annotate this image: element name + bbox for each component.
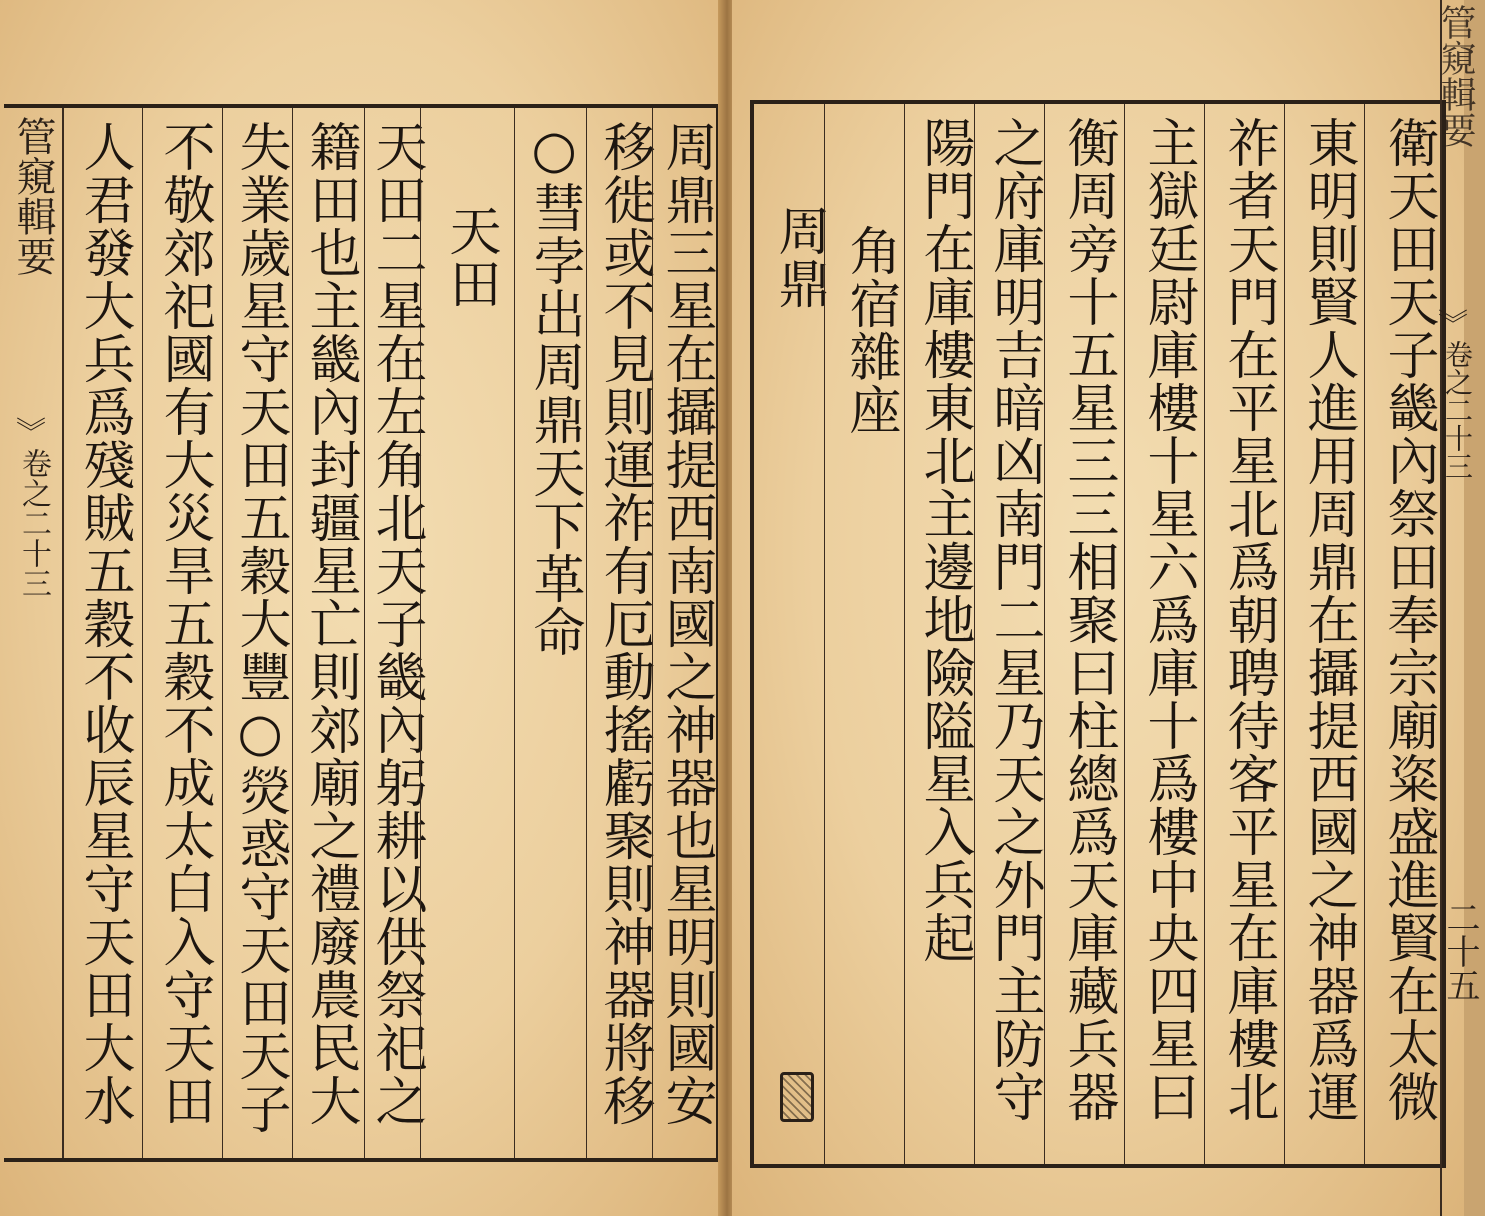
right-column-2 xyxy=(1284,104,1365,1164)
left-text-col-1: 周鼎三星在攝提西南國之神器也星明則國安 xyxy=(656,120,716,1127)
fish-tail-mark-right: ︾ xyxy=(1438,308,1468,343)
right-column-5 xyxy=(1044,104,1125,1164)
right-column-6 xyxy=(974,104,1045,1164)
right-margin-volume: 卷之二十三 xyxy=(1441,340,1474,480)
right-folio: 二十五 xyxy=(1440,900,1480,1002)
right-text-col-8: 角宿雜座 xyxy=(840,224,900,436)
right-text-col-6: 之府庫明吉暗凶南門二星乃天之外門主防守 xyxy=(984,116,1044,1123)
left-column-6 xyxy=(292,108,365,1158)
right-column-7 xyxy=(904,104,975,1164)
right-text-col-1: 衛天田天子畿內祭田奉宗廟粢盛進賢在太微 xyxy=(1378,116,1438,1123)
right-text-col-7: 陽門在庫樓東北主邊地險隘星入兵起 xyxy=(914,116,974,964)
right-column-3 xyxy=(1204,104,1285,1164)
right-column-9 xyxy=(754,104,829,1164)
right-column-4 xyxy=(1124,104,1205,1164)
right-text-col-2: 東明則賢人進用周鼎在攝提西國之神器爲運 xyxy=(1298,116,1358,1123)
right-column-1 xyxy=(1364,104,1443,1164)
left-text-col-8: 不敬郊祀國有大災旱五穀不成太白入守天田 xyxy=(154,120,214,1127)
left-text-col-5: 天田二星在左角北天子畿內躬耕以供祭祀之 xyxy=(366,120,426,1127)
right-margin-band xyxy=(1435,0,1480,1216)
left-column-8 xyxy=(142,108,223,1158)
right-margin-title: 管窺輯要 xyxy=(1435,4,1476,148)
fish-tail-mark: ︾ xyxy=(16,416,46,451)
right-page-frame xyxy=(750,100,1446,1168)
right-text-col-5: 衡周旁十五星三三相聚曰柱總爲天庫藏兵器 xyxy=(1058,116,1118,1123)
left-text-col-9: 人君發大兵爲殘賊五穀不收辰星守天田大水 xyxy=(74,120,134,1127)
right-column-8 xyxy=(824,104,905,1164)
right-text-col-4: 主獄廷尉庫樓十星六爲庫十爲樓中央四星曰 xyxy=(1138,116,1198,1123)
left-text-col-7: 失業歲星守天田五穀大豐○熒惑守天田天子 xyxy=(230,120,290,1135)
left-text-col-2: 移徙或不見則運祚有厄動搖虧聚則神器將移 xyxy=(594,120,654,1127)
right-text-col-9: 周鼎 xyxy=(769,204,829,310)
left-column-9 xyxy=(62,108,143,1158)
right-text-col-3: 祚者天門在平星北爲朝聘待客平星在庫樓北 xyxy=(1218,116,1278,1123)
right-page xyxy=(732,0,1480,1216)
left-margin-volume: 卷之二十三 xyxy=(16,448,51,598)
left-column-5 xyxy=(364,108,426,1158)
left-margin-band xyxy=(4,108,64,1158)
left-margin-title: 管窺輯要 xyxy=(10,116,56,276)
left-text-col-3: ○彗孛出周鼎天下革命 xyxy=(524,120,584,658)
left-column-7 xyxy=(222,108,293,1158)
left-text-col-4: 天田 xyxy=(440,204,500,310)
left-column-3 xyxy=(514,108,587,1158)
ink-seal-stamp xyxy=(780,1072,814,1122)
left-text-col-6: 籍田也主畿內封疆星亡則郊廟之禮廢農民大 xyxy=(300,120,360,1127)
left-page-frame xyxy=(4,104,720,1162)
left-page xyxy=(0,0,722,1216)
left-column-1 xyxy=(652,108,716,1158)
left-column-2 xyxy=(586,108,653,1158)
left-column-4 xyxy=(420,108,515,1158)
